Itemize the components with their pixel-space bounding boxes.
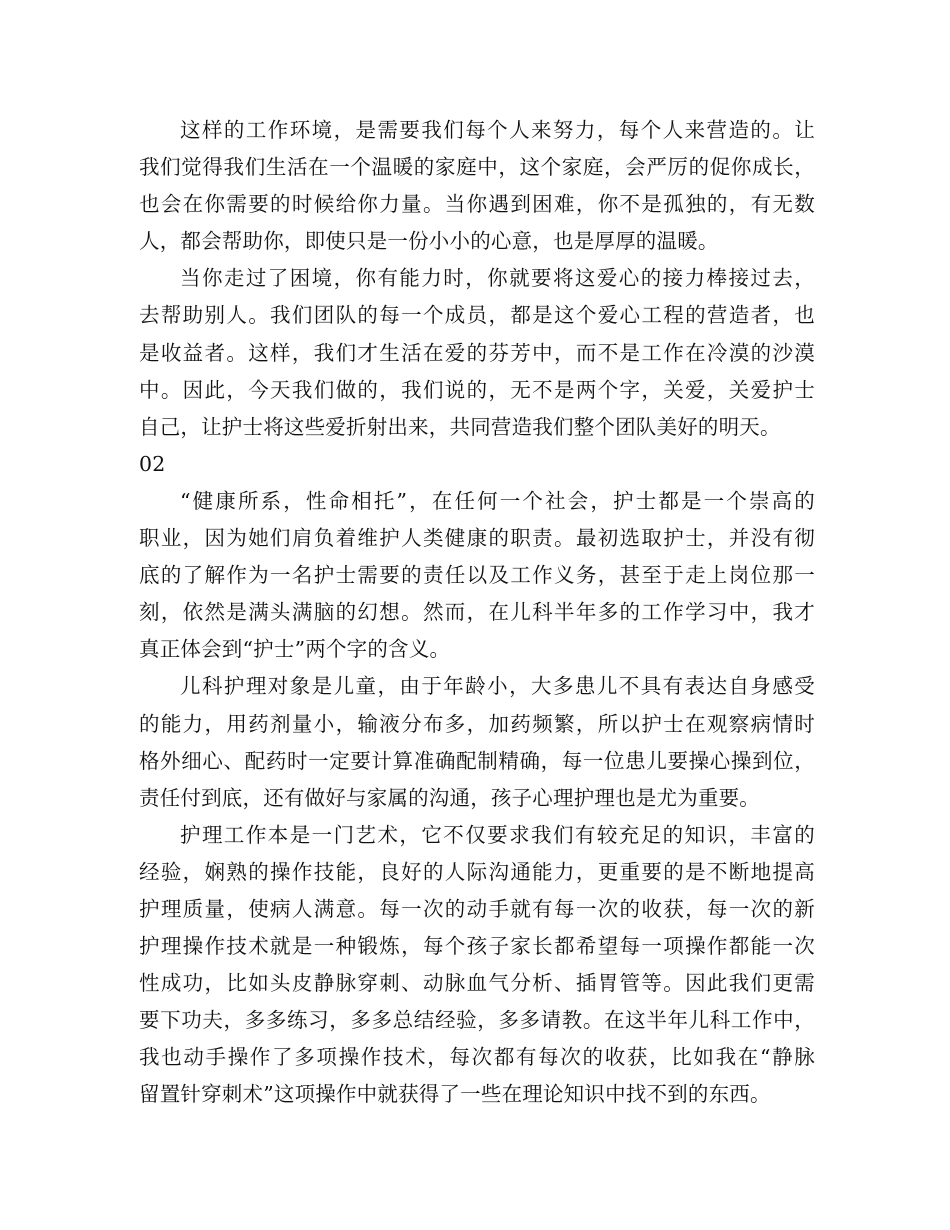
section-number: 02 [139, 451, 166, 476]
text-line: 我们觉得我们生活在一个温暖的家庭中，这个家庭，会严厉的促你成长， [139, 155, 815, 180]
text-line: 的能力，用药剂量小，输液分布多，加药频繁，所以护士在观察病情时 [139, 711, 815, 736]
text-line: 责任付到底，还有做好与家属的沟通，孩子心理护理也是尤为重要。 [139, 785, 760, 810]
text-line: 经验，娴熟的操作技能，良好的人际沟通能力，更重要的是不断地提高 [139, 859, 815, 884]
text-line: 刻，依然是满头满脑的幻想。然而，在儿科半年多的工作学习中，我才 [139, 600, 815, 625]
text-line: 是收益者。这样，我们才生活在爱的芬芳中，而不是工作在冷漠的沙漠 [139, 340, 815, 365]
text-line: 我也动手操作了多项操作技术，每次都有每次的收获，比如我在“静脉 [139, 1045, 815, 1070]
text-line: 底的了解作为一名护士需要的责任以及工作义务，甚至于走上岗位那一 [139, 563, 815, 588]
text-line: 真正体会到“护士”两个字的含义。 [139, 637, 451, 662]
text-line: 留置针穿刺术”这项操作中就获得了一些在理论知识中找不到的东西。 [139, 1082, 771, 1107]
text-line: 中。因此，今天我们做的，我们说的，无不是两个字，关爱，关爱护士 [139, 377, 815, 402]
text-line: 格外细心、配药时一定要计算准确配制精确，每一位患儿要操心操到位， [139, 748, 815, 773]
text-line: 也会在你需要的时候给你力量。当你遇到困难，你不是孤独的，有无数 [139, 192, 815, 217]
text-line: 这样的工作环境，是需要我们每个人来努力，每个人来营造的。让 [180, 118, 815, 142]
text-line: 去帮助别人。我们团队的每一个成员，都是这个爱心工程的营造者，也 [139, 303, 815, 328]
text-line: 自己，让护士将这些爱折射出来，共同营造我们整个团队美好的明天。 [139, 414, 781, 439]
text-line: 人，都会帮助你，即使只是一份小小的心意，也是厚厚的温暖。 [139, 229, 719, 254]
text-line: 护理工作本是一门艺术，它不仅要求我们有较充足的知识，丰富的 [180, 822, 815, 847]
text-line: 职业，因为她们肩负着维护人类健康的职责。最初选取护士，并没有彻 [139, 526, 815, 551]
document-body [139, 112, 815, 1114]
text-line: 性成功，比如头皮静脉穿刺、动脉血气分析、插胃管等。因此我们更需 [139, 971, 815, 996]
text-line: 儿科护理对象是儿童，由于年龄小，大多患儿不具有表达自身感受 [180, 674, 815, 699]
text-line: “健康所系，性命相托”，在任何一个社会，护士都是一个崇高的 [180, 488, 815, 513]
text-line: 要下功夫，多多练习，多多总结经验，多多请教。在这半年儿科工作中， [139, 1008, 815, 1033]
text-line: 护理质量，使病人满意。每一次的动手就有每一次的收获，每一次的新 [139, 896, 815, 921]
text-line: 当你走过了困境，你有能力时，你就要将这爱心的接力棒接过去， [180, 266, 815, 291]
text-line: 护理操作技术就是一种锻炼，每个孩子家长都希望每一项操作都能一次 [139, 934, 815, 959]
